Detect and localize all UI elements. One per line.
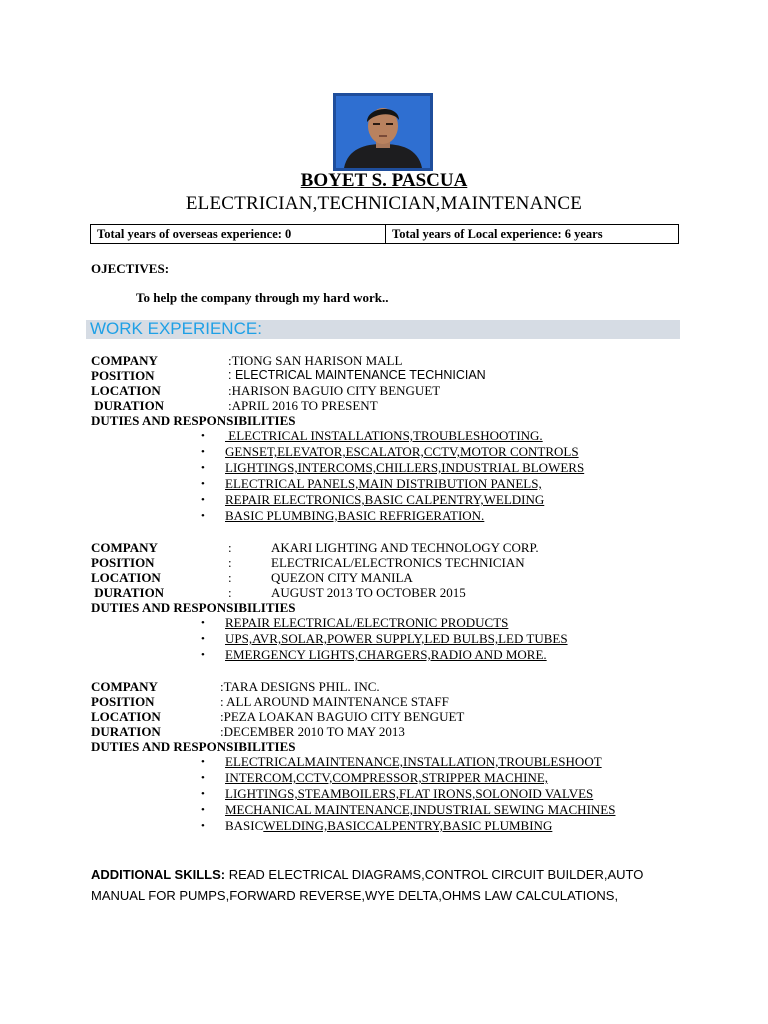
bullet-icon: • [201, 756, 205, 768]
position-value: : ELECTRICAL MAINTENANCE TECHNICIAN [228, 368, 486, 382]
bullet-icon: • [201, 633, 205, 645]
bullet-icon: • [201, 462, 205, 474]
duration-label: DURATION [91, 398, 165, 413]
list-item: • INTERCOM,CCTV,COMPRESSOR,STRIPPER MACHINE, [201, 770, 549, 785]
location-label: LOCATION [91, 570, 161, 585]
duration-label: DURATION [91, 724, 161, 739]
company-value: :TIONG SAN HARISON MALL [228, 353, 403, 368]
job-entry-3 [91, 679, 615, 834]
duration-label: DURATION [91, 585, 165, 600]
work-experience-band [86, 320, 680, 339]
additional-skills-label: ADDITIONAL SKILLS: [91, 867, 226, 882]
list-item: • MECHANICAL MAINTENANCE,INDUSTRIAL SEWING MACHINES [201, 802, 616, 817]
list-item: • ELECTRICALMAINTENANCE,INSTALLATION,TROUBLESHOOT [201, 754, 602, 769]
bullet-icon: • [201, 478, 205, 490]
position-value: : ALL AROUND MAINTENANCE STAFF [220, 694, 449, 709]
list-item: • BASIC PLUMBING,BASIC REFRIGERATION. [201, 508, 485, 523]
job-title: ELECTRICIAN,TECHNICIAN,MAINTENANCE [185, 193, 583, 214]
list-item: • REPAIR ELECTRICAL/ELECTRONIC PRODUCTS [201, 615, 509, 630]
location-label: LOCATION [91, 709, 161, 724]
company-label: COMPANY [91, 353, 158, 368]
bullet-icon: • [201, 649, 205, 661]
location-value: QUEZON CITY MANILA [271, 570, 413, 585]
position-value: ELECTRICAL/ELECTRONICS TECHNICIAN [271, 555, 525, 570]
list-item: • EMERGENCY LIGHTS,CHARGERS,RADIO AND MORE. [201, 647, 547, 662]
duties-heading: DUTIES AND RESPONSIBILITIES [91, 600, 296, 615]
duration-value: :DECEMBER 2010 TO MAY 2013 [220, 724, 405, 739]
duties-heading: DUTIES AND RESPONSIBILITIES [91, 739, 296, 754]
duties-list [91, 754, 615, 834]
position-label: POSITION [91, 694, 155, 709]
duration-value: AUGUST 2013 TO OCTOBER 2015 [271, 585, 466, 600]
bullet-icon: • [201, 494, 205, 506]
bullet-icon: • [201, 772, 205, 784]
position-label: POSITION [91, 368, 155, 383]
company-label: COMPANY [91, 679, 158, 694]
job-entry-1 [91, 353, 584, 524]
company-value: AKARI LIGHTING AND TECHNOLOGY CORP. [271, 540, 539, 555]
additional-skills-text: READ ELECTRICAL DIAGRAMS,CONTROL CIRCUIT BUILDER,AUTO MANUAL FOR PUMPS,FORWARD REVERSE,WYE DELTA,OHMS LAW CALCULATIONS, [91, 867, 647, 903]
list-item: • GENSET,ELEVATOR,ESCALATOR,CCTV,MOTOR CONTROLS [201, 444, 579, 459]
person-photo-icon [336, 96, 430, 168]
candidate-name: BOYET S. PASCUA [300, 170, 468, 191]
bullet-icon: • [201, 446, 205, 458]
location-label: LOCATION [91, 383, 161, 398]
local-experience-cell: Total years of Local experience: 6 years [385, 225, 678, 243]
list-item: • ELECTRICAL INSTALLATIONS,TROUBLESHOOTING. [201, 428, 543, 443]
duties-list [91, 428, 584, 524]
bullet-icon: • [201, 617, 205, 629]
bullet-icon: • [201, 804, 205, 816]
objectives-heading: OJECTIVES: [91, 261, 170, 276]
profile-photo [333, 93, 433, 171]
location-value: :HARISON BAGUIO CITY BENGUET [228, 383, 441, 398]
location-value: :PEZA LOAKAN BAGUIO CITY BENGUET [220, 709, 465, 724]
additional-skills [91, 864, 691, 906]
bullet-icon: • [201, 788, 205, 800]
overseas-experience-cell: Total years of overseas experience: 0 [97, 227, 292, 241]
company-value: :TARA DESIGNS PHIL. INC. [220, 679, 380, 694]
bullet-icon: • [201, 510, 205, 522]
experience-summary-table [90, 224, 679, 244]
duration-value: :APRIL 2016 TO PRESENT [228, 398, 378, 413]
position-label: POSITION [91, 555, 155, 570]
list-item: • BASICWELDING,BASICCALPENTRY,BASIC PLUMBING [201, 818, 553, 833]
list-item: • REPAIR ELECTRONICS,BASIC CALPENTRY,WELDING [201, 492, 545, 507]
duties-list [91, 615, 568, 663]
list-item: • LIGHTINGS,INTERCOMS,CHILLERS,INDUSTRIAL BLOWERS [201, 460, 585, 475]
list-item: • UPS,AVR,SOLAR,POWER SUPPLY,LED BULBS,LED TUBES [201, 631, 568, 646]
bullet-icon: • [201, 430, 205, 442]
objectives-text: To help the company through my hard work.. [136, 290, 389, 305]
bullet-icon: • [201, 820, 205, 832]
job-entry-2: COMPANY : AKARI LIGHTING AND TECHNOLOGY CORP. POSITION : ELECTRICAL/ELECTRONICS TECHNICIAN LOCATION : QUEZON CITY MANILA DURATION : AUGUST 2013 TO OCTOBER 2015 DUTIES AND RESPONSIBILITIES • REPAIR ELECTRICAL/ELECTRONIC PRODUCTS • UPS,AVR,SOLAR,POWER SUPPLY,LED BULBS,LED TUBES • EMERGENCY LIGHTS,CHARGERS,RADIO AND MORE. [91, 540, 568, 662]
work-experience-heading: WORK EXPERIENCE: [90, 319, 262, 338]
company-label: COMPANY [91, 540, 158, 555]
list-item: • LIGHTINGS,STEAMBOILERS,FLAT IRONS,SOLONOID VALVES [201, 786, 594, 801]
duties-heading: DUTIES AND RESPONSIBILITIES [91, 413, 296, 428]
list-item: • ELECTRICAL PANELS,MAIN DISTRIBUTION PANELS, [201, 476, 542, 491]
